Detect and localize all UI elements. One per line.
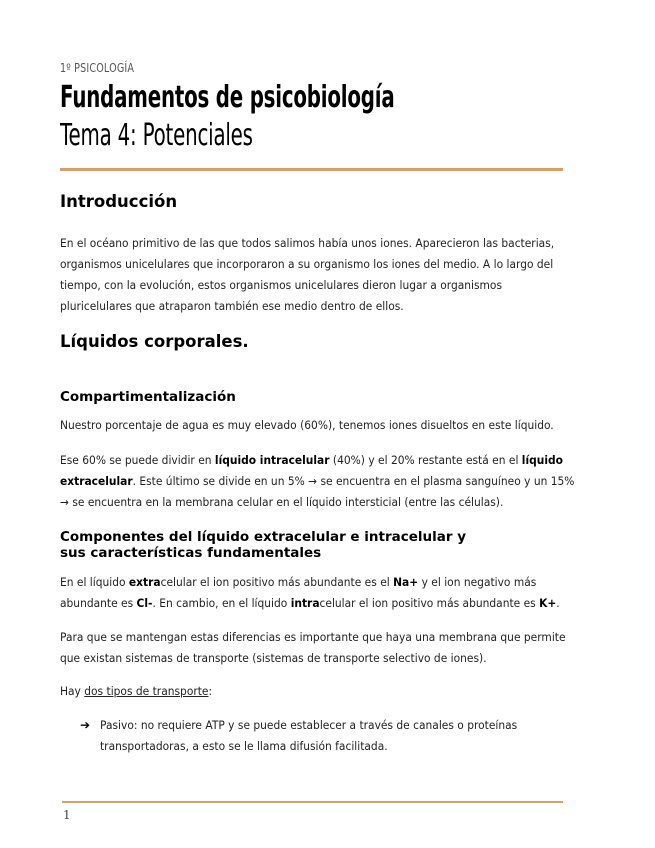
paragraph-membrana: Para que se mantengan estas diferencias es importante que haya una membrana que permite que existan sistemas de transporte (sistemas de transporte selectivo de iones). xyxy=(60,630,566,665)
paragraph-porcentaje-agua: Nuestro porcentaje de agua es muy elevado (60%), tenemos iones disueltos en este líquido. xyxy=(60,418,554,432)
document-subtitle: Tema 4: Potenciales xyxy=(60,118,253,153)
heading-liquidos-corporales: Líquidos corporales. xyxy=(60,332,249,351)
arrow-bullet-icon: ➔ xyxy=(80,718,91,732)
heading-compartimentalizacion: Compartimentalización xyxy=(60,389,236,405)
header-divider xyxy=(60,168,563,171)
page-number: 1 xyxy=(63,808,71,822)
footer-divider xyxy=(62,801,563,803)
paragraph-tipos-transporte: Hay dos tipos de transporte: xyxy=(60,684,213,698)
list-item-text: Pasivo: no requiere ATP y se puede establecer a través de canales o proteínas transportadoras, a esto se le llama difusión facilitada. xyxy=(100,718,518,753)
document-title: Fundamentos de psicobiología xyxy=(60,80,395,115)
paragraph-division-liquidos: Ese 60% se puede dividir en líquido intracelular (40%) y el 20% restante está en el líquido extracelular. Este último se divide en un 5% → se encuentra en el plasma sanguíneo y un 15% → se encuentra en la membrana celular en el líquido intersticial (entre las células). xyxy=(60,453,575,509)
heading-introduccion: Introducción xyxy=(60,192,178,211)
course-label: 1º PSICOLOGÍA xyxy=(60,61,135,75)
heading-componentes: Componentes del líquido extracelular e intracelular y sus características fundamentales xyxy=(60,529,467,561)
paragraph-iones: En el líquido extracelular el ion positivo más abundante es el Na+ y el ion negativo más abundante es Cl-. En cambio, en el líquido intracelular el ion positivo más abundante es K+. xyxy=(60,575,560,610)
paragraph-intro: En el océano primitivo de las que todos salimos había unos iones. Aparecieron las bacterias, organismos unicelulares que incorporaron a su organismo los iones del medio. A lo largo del tiempo, con la evolución, estos organismos unicelulares dieron lugar a organismos pluricelulares que atraparon también ese medio dentro de ellos. xyxy=(60,236,555,313)
